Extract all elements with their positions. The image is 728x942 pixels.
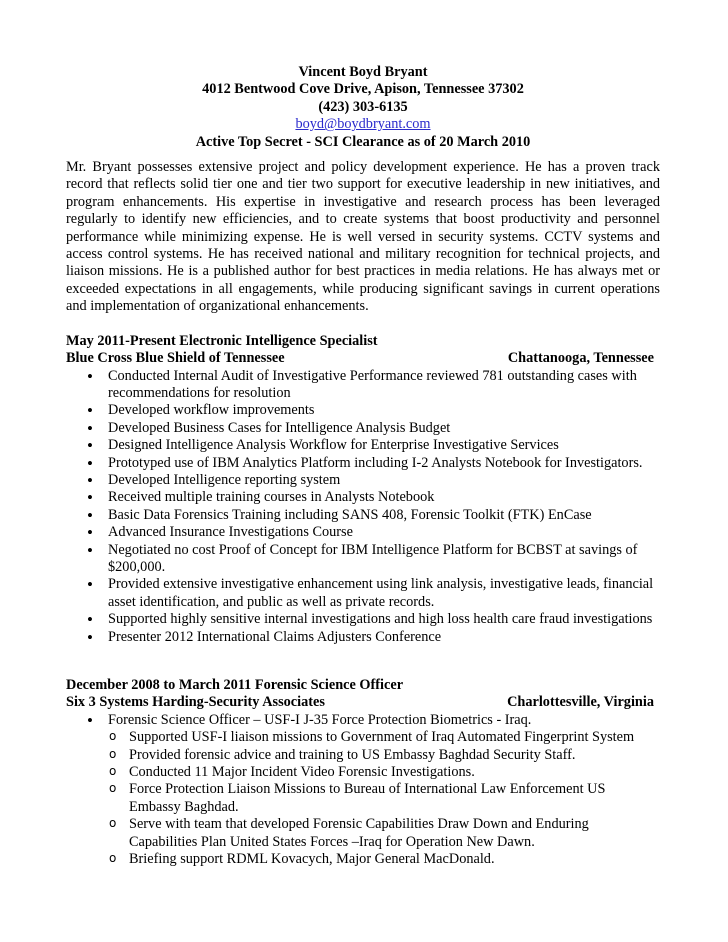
list-item: • Basic Data Forensics Training including SANS 408, Forensic Toolkit (FTK) EnCase [66, 507, 660, 524]
sub-list-item: o Force Protection Liaison Missions to Bureau of International Law Enforcement US Embassy Baghdad. [66, 781, 660, 816]
list-item: • Conducted Internal Audit of Investigative Performance reviewed 781 outstanding cases with recommendations for resolution [66, 368, 660, 403]
job-sub-bullets [66, 729, 660, 868]
email-link[interactable]: boyd@boydbryant.com [295, 116, 431, 133]
job-bullets [66, 368, 660, 647]
company-name: Blue Cross Blue Shield of Tennessee [66, 350, 285, 367]
list-item: • Developed Business Cases for Intelligence Analysis Budget [66, 420, 660, 437]
sub-list-item: o Conducted 11 Major Incident Video Forensic Investigations. [66, 764, 660, 781]
job-location: Chattanooga, Tennessee [507, 350, 654, 367]
job-title-line: May 2011-Present Electronic Intelligence Specialist [66, 332, 378, 349]
list-item: • Supported highly sensitive internal investigations and high loss health care fraud investigations [66, 611, 660, 628]
list-item: • Prototyped use of IBM Analytics Platform including I-2 Analysts Notebook for Investigators. [66, 455, 660, 472]
job-entry-bcbst [66, 333, 660, 646]
sub-list-item: o Briefing support RDML Kovacych, Major General MacDonald. [66, 851, 660, 868]
list-item: • Designed Intelligence Analysis Workflow for Enterprise Investigative Services [66, 437, 660, 454]
job-title-line: December 2008 to March 2011 Forensic Science Officer [66, 677, 404, 693]
list-item [66, 712, 660, 729]
list-item: • Received multiple training courses in Analysts Notebook [66, 489, 660, 506]
job-bullets [66, 712, 660, 729]
resume-header [66, 64, 660, 151]
list-item: • Negotiated no cost Proof of Concept for IBM Intelligence Platform for BCBST at savings of $200,000. [66, 542, 660, 577]
phone-number: (423) 303-6135 [318, 98, 408, 115]
resume-page [66, 64, 660, 868]
sub-list-item: o Provided forensic advice and training to US Embassy Baghdad Security Staff. [66, 747, 660, 764]
clearance-line: Active Top Secret - SCI Clearance as of 20 March 2010 [195, 133, 531, 150]
job-company-line [66, 350, 660, 367]
list-item: • Provided extensive investigative enhancement using link analysis, investigative leads, financial asset identification, and public as well as private records. [66, 576, 660, 611]
list-item: • Developed Intelligence reporting system [66, 472, 660, 489]
job-company-line [66, 694, 660, 711]
summary-paragraph: Mr. Bryant possesses extensive project and policy development experience. He has a proven track record that reflects solid tier one and tier two support for executive leadership in new initiatives, and program enhancements. His expertise in investigative and research process has been leveraged regularly to identify new efficiencies, and to create systems that boost productivity and personnel performance while minimizing expense. He is well versed in security systems. CCTV systems and access control systems. He has received national and military recognition for technical projects, and liaison missions. He is a published author for best practices in media relations. He has always met or exceeded expectations in all engagements, while producing significant savings in current operations and implementation of organizational enhancements. [66, 159, 660, 315]
list-item: • Advanced Insurance Investigations Course [66, 524, 660, 541]
sub-list-item: o Serve with team that developed Forensic Capabilities Draw Down and Enduring Capabilities Plan United States Forces –Iraq for Operation New Dawn. [66, 816, 660, 851]
job-entry-six3 [66, 677, 660, 868]
company-name: Six 3 Systems Harding-Security Associates [66, 694, 325, 711]
candidate-name: Vincent Boyd Bryant [298, 64, 428, 80]
sub-list-item: o Supported USF-I liaison missions to Government of Iraq Automated Fingerprint System [66, 729, 660, 746]
address: 4012 Bentwood Cove Drive, Apison, Tennessee 37302 [202, 81, 524, 98]
job-location: Charlottesville, Virginia [507, 694, 654, 711]
list-item: • Presenter 2012 International Claims Adjusters Conference [66, 629, 660, 646]
list-item-text: Forensic Science Officer – USF-I J-35 Force Protection Biometrics - Iraq. [108, 711, 532, 728]
list-item: • Developed workflow improvements [66, 402, 660, 419]
